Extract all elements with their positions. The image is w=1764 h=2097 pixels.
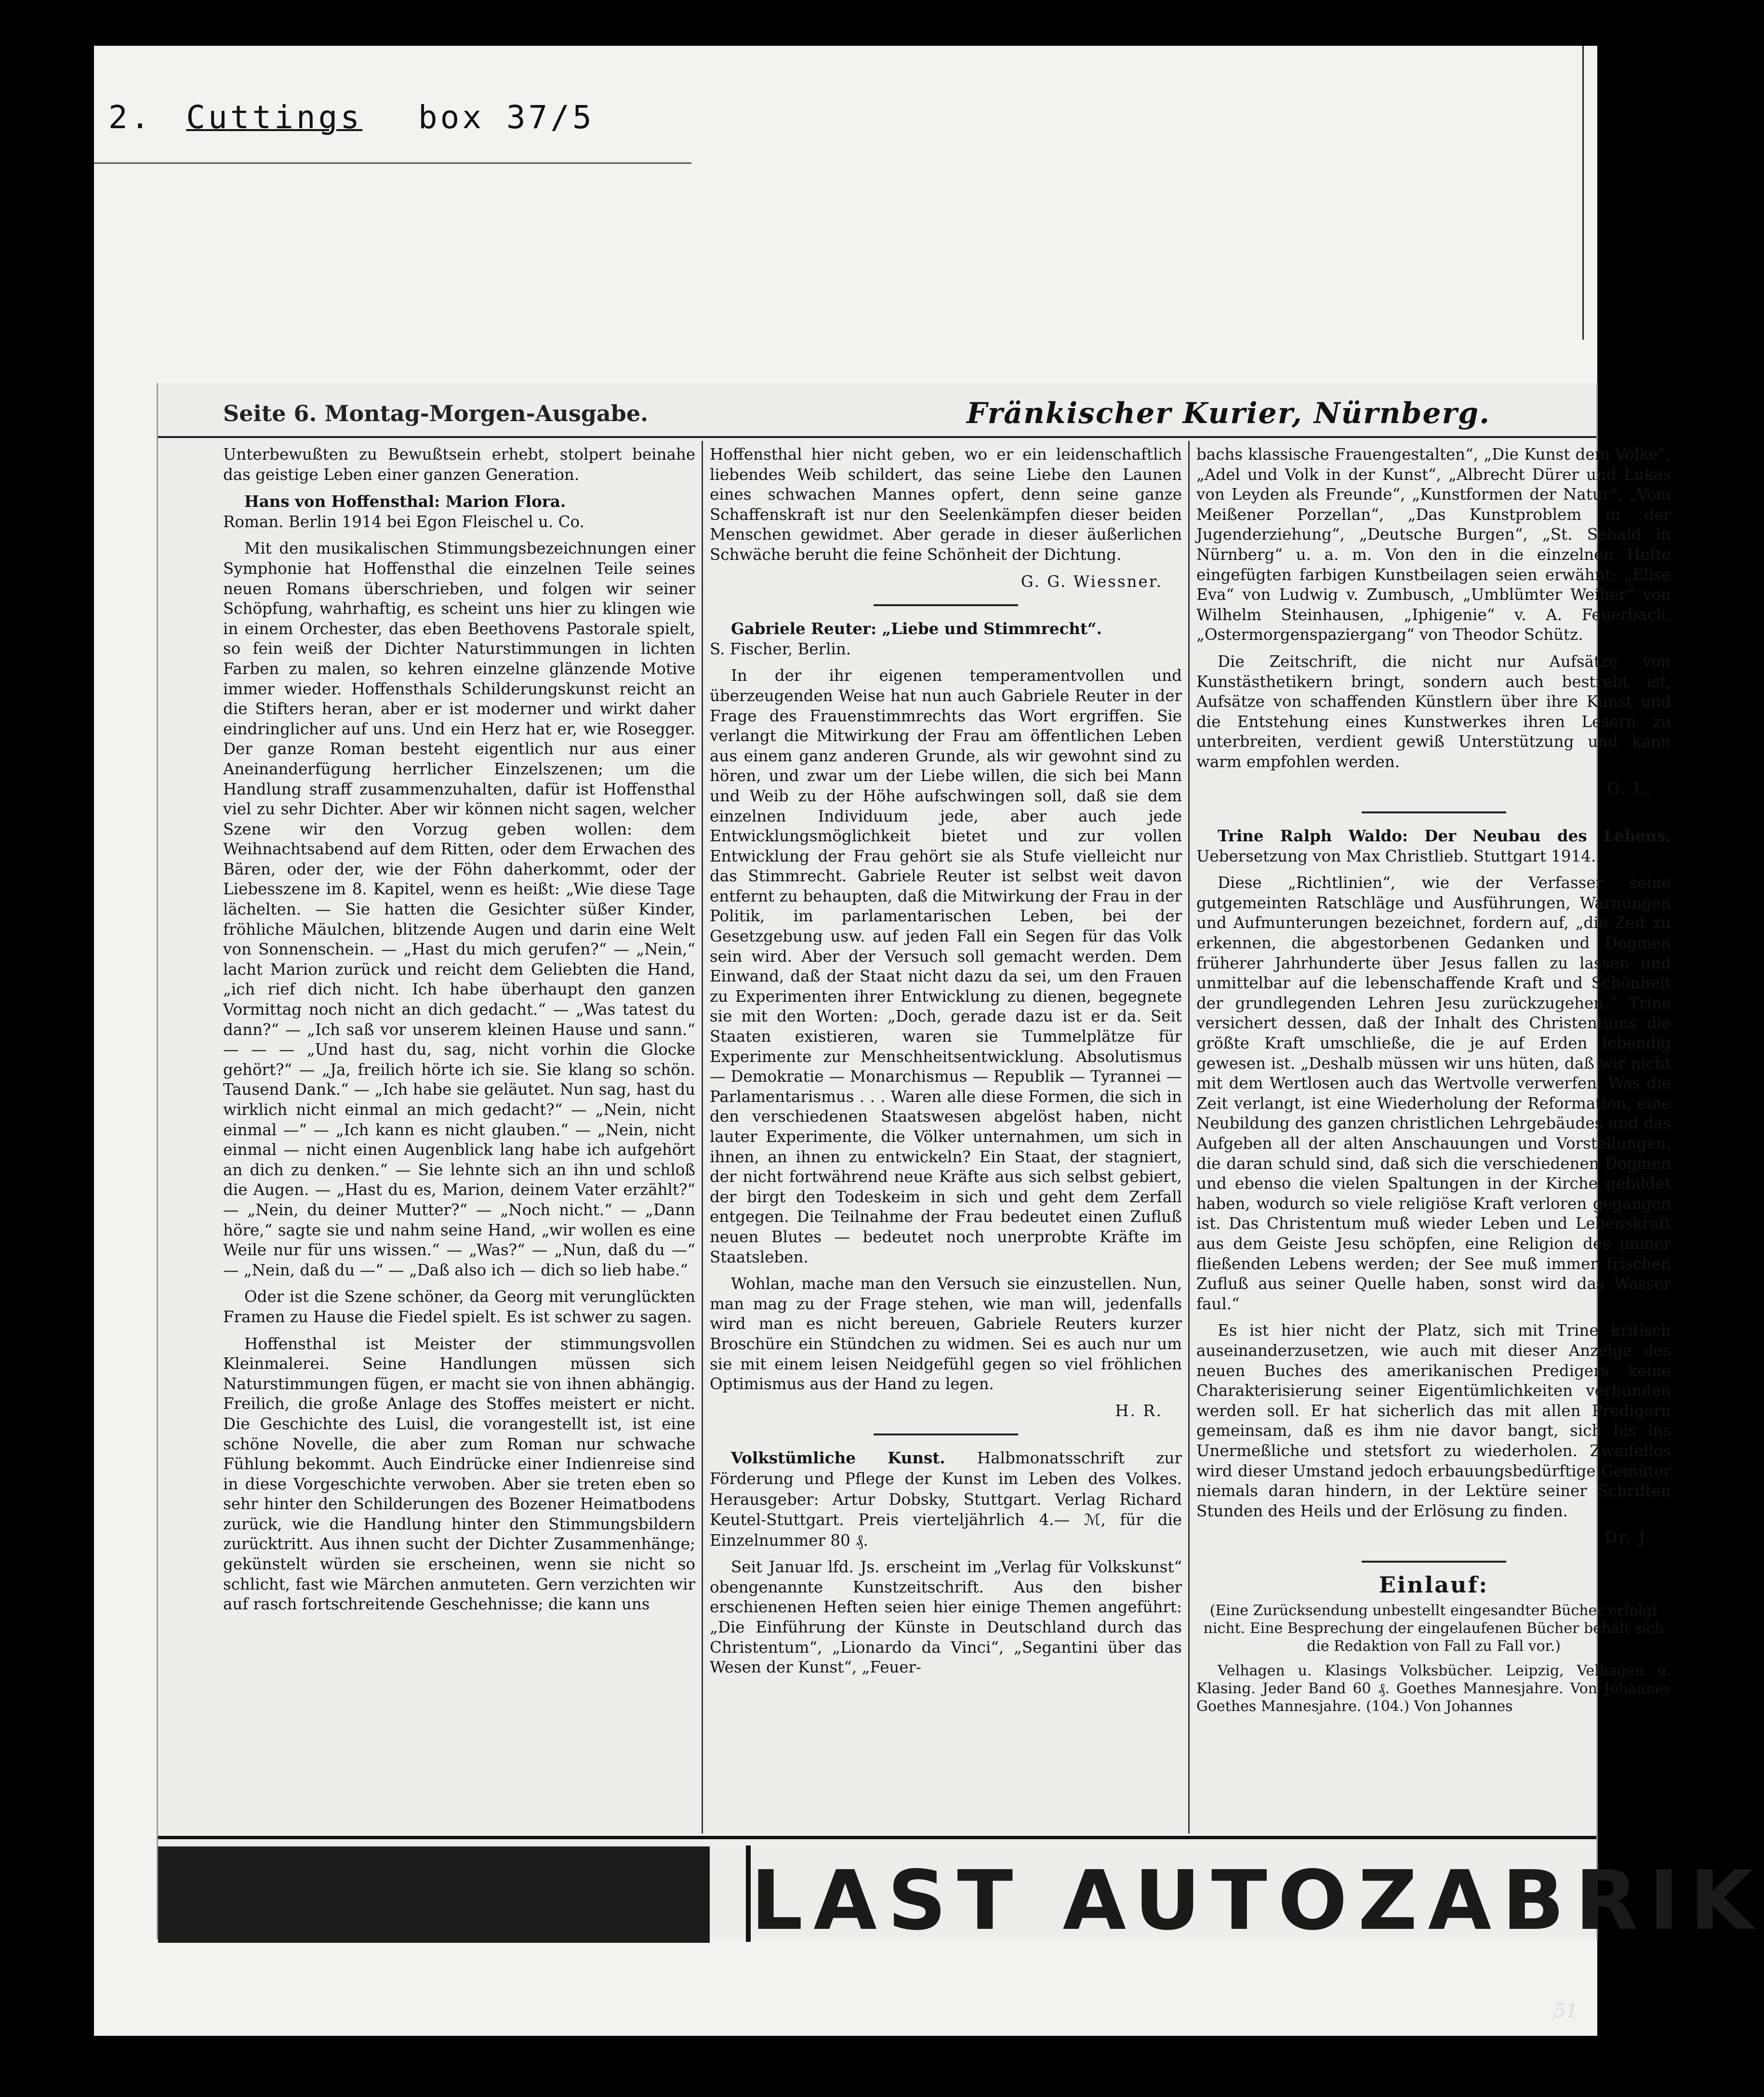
column-2: [710, 445, 1182, 1830]
review-paragraph: Die Zeitschrift, die nicht nur Aufsätze von Kunstästhetikern bringt, sondern auch bestrebt ist, Aufsätze von schaffenden Künstlern über ihre Kunst und die Entstehung eines Kunstwerkes ihren Lesern zu unterbreiten, verdient gewiß Unterstützung und kann warm empfohlen werden.: [1196, 652, 1671, 771]
review-paragraph: Mit den musikalischen Stimmungsbezeichnungen einer Symphonie hat Hoffensthal die einzelnen Teile seines neuen Romans überschrieben, und folgen wir seiner Schöpfung, wahrhaftig, es scheint uns hier zu klingen wie in einem Orchester, das eben Beethovens Pastorale spielt, so fein weiß der Dichter Naturstimmungen in lichten Farben zu malen, so kehren einzelne glänzende Motive immer wieder. Hoffensthals Schilderungskunst reicht an die Stifters heran, aber er ist moderner und wirkt daher eindringlicher auf uns. Und ein Herz hat er, wie Rosegger. Der ganze Roman besteht eigentlich nur aus einer Aneinanderfügung herrlicher Einzelszenen; um die Handlung straff zusammenzuhalten, dafür ist Hoffensthal viel zu sehr Dichter. Aber wir können nicht sagen, welcher Szene wir den Vorzug geben wollen: dem Weihnachtsabend auf dem Ritten, oder dem Erwachen des Bären, oder der, wie der Föhn daherkommt, oder der Liebesszene im 8. Kapitel, wenn es heißt: „Wie diese Tage lächelten. — Sie hatten die Gesichter süßer Kinder, fröhliche Mäulchen, blitzende Augen und darin eine Welt von Sonnenschein. — „Hast du mich gerufen?“ — „Nein,“ lacht Marion zurück und reicht dem Geliebten die Hand, „ich rief dich nicht. Ich habe überhaupt den ganzen Vormittag noch nicht an dich gedacht.“ — „Was tatest du dann?“ — „Ich saß vor unserem kleinen Hause und sann.“ — — — „Und hast du, sag, nicht vorhin die Glocke gehört?“ — „Ja, freilich hörte ich sie. Sie klang so schön. Tausend Dank.“ — „Ich habe sie geläutet. Nun sag, hast du wirklich nicht einmal an mich gedacht?“ — „Nein, nicht einmal —“ — „Ich kann es nicht glauben.“ — „Nein, nicht einmal — nicht einen Augenblick lang habe ich aufgehört an dich zu denken.“ — Sie lehnte sich an ihn und schloß die Augen. — „Hast du es, Marion, deinem Vater erzählt?“ — „Nein, du deiner Mutter?“ — „Noch nicht.“ — „Dann höre,“ sagte sie und nahm seine Hand, „wir wollen es eine Weile nur für uns wissen.“ — „Was?“ — „Nun, daß du —“ — „Nein, daß du —“ — „Daß also ich — dich so lieb habe.“: [223, 539, 695, 1279]
review-heading: [710, 619, 1182, 659]
review-signature: G. L.: [1607, 779, 1652, 798]
column-divider: [702, 441, 703, 1833]
review-publication: Roman. Berlin 1914 bei Egon Fleischel u. Co.: [223, 512, 584, 531]
masthead: [158, 383, 1596, 438]
review-signature: H. R.: [1115, 1401, 1163, 1420]
archive-sheet: [94, 46, 1764, 2036]
column-divider: [1188, 441, 1190, 1833]
clipping-footer: [158, 1836, 1764, 1949]
review-heading: [710, 1448, 1182, 1551]
review-publication: Uebersetzung von Max Christlieb. Stuttgart 1914.: [1196, 847, 1596, 865]
review-paragraph: Wohlan, mache man den Versuch sie einzustellen. Nun, man mag zu der Frage stehen, wie man will, jedenfalls wird man es nicht bereuen, Gabriele Reuters kurzer Broschüre ein Stündchen zu widmen. Sei es auch nur um sie mit einem leisen Neidgefühl gegen so viel fröhlichen Optimismus aus der Hand zu legen.: [710, 1274, 1182, 1394]
review-continuation: bachs klassische Frauengestalten“, „Die Kunst dem Volke“, „Adel und Volk in der Kunst“, „Albrecht Dürer und Lukas von Leyden als Freunde“, „Kunstformen der Natur“, „Vom Meißener Porzellan“, „Das Kunstproblem in der Jugenderziehung“, „Deutsche Burgen“, „St. Sebald in Nürnberg“ u. a. m. Von den in die einzelnen Hefte eingefügten farbigen Kunstbeilagen seien erwähnt: „Elise Eva“ von Ludwig v. Zumbusch, „Umblümter Weiher“ von Wilhelm Steinhausen, „Iphigenie“ v. A. Feuerbach, „Ostermorgenspaziergang“ von Theodor Schütz.: [1196, 445, 1671, 644]
review-paragraph: Es ist hier nicht der Platz, sich mit Trine kritisch auseinanderzusetzen, wie auch mit dieser Anzeige des neuen Buches des amerikanischen Predigers keine Charakterisierung seiner Eigentümlichkeiten verbunden werden soll. Er hat sicherlich das mit allen Predigern gemeinsam, daß es ihm nie davor bangt, sich bis ins Unermeßliche und stetsfort zu wiederholen. Zweifellos wird dieser Umstand jedoch erbauungsbedürftige Gemüter niemals daran hindern, in der Lektüre seiner Schriften Stunden des Heils und der Erlösung zu finden.: [1196, 1321, 1671, 1520]
review-paragraph: Hoffensthal ist Meister der stimmungsvollen Kleinmalerei. Seine Handlungen müssen sich Naturstimmungen fügen, er macht sie von ihnen abhängig. Freilich, die große Anlage des Stoffes meistert er nicht. Die Geschichte des Luisl, die vorangestellt ist, ist eine schöne Novelle, die aber zum Roman nur schwache Fühlung bekommt. Auch Eindrücke einer Indienreise sind in diese Vorgeschichte verwoben. Aber sie treten eben so sehr hinter den Schilderungen des Bozener Heimatbodens zurück, wie die Handlung hinter den Stimmungsbildern zurücktritt. Aus ihnen sucht der Dichter Zusammenhänge; gekünstelt würden sie erscheinen, wenn sie nicht so schlicht, fast wie Märchen anmuteten. Gern verzichten wir auf rasch fortschreitende Geschehnisse; die kann uns: [223, 1334, 695, 1614]
review-paragraph: Diese „Richtlinien“, wie der Verfasser seine gutgemeinten Ratschläge und Ausführungen, Warnungen und Aufmunterungen bezeichnet, fordern auf, „die Zeit zu erkennen, die abgestorbenen Gedanken und Dogmen früherer Jahrhunderte über Jesus fallen zu lassen und unmittelbar auf die lebenschaffende Kraft und Schönheit der grundlegenden Lehren Jesu zurückzugehen.“ Trine versichert dessen, daß der Inhalt des Christentums die größte Kraft umschließe, die je auf Erden lebendig gewesen ist. „Deshalb müssen wir uns hüten, daß wir nicht mit dem Wertlosen auch das Wertvolle verwerfen. Was die Zeit verlangt, ist eine Wiederholung der Reformation, eine Neubildung des ganzen christlichen Lehrgebäudes und das Aufgeben all der alten Anschauungen und Vorstellungen, die daran schuld sind, daß sich die verschiedenen Dogmen und ebenso die vielen Spaltungen in der Kirche gebildet haben, wodurch so viele religiöse Kraft verloren gegangen ist. Das Christentum muß wieder Leben und Lebenskraft aus dem Geiste Jesu schöpfen, eine Religion des immer fließenden Lebens werden; der See muß immer frischen Zufluß aus seiner Quelle haben, sonst wird das Wasser faul.“: [1196, 874, 1671, 1313]
einlauf-note: (Eine Zurücksendung unbestellt eingesandter Bücher erfolgt nicht. Eine Besprechung der eingelaufenen Bücher behält sich die Redaktion von Fall zu Fall vor.): [1203, 1602, 1664, 1655]
label-divider: [94, 162, 691, 164]
section-divider: [874, 604, 1018, 606]
dark-ad-fragment: [158, 1846, 710, 1943]
review-publication: S. Fischer, Berlin.: [710, 639, 851, 658]
review-title: Trine Ralph Waldo: Der Neubau des Lebens.: [1218, 826, 1671, 846]
archive-box: box 37/5: [418, 99, 595, 136]
review-heading: [223, 491, 695, 532]
review-publication: Halbmonatsschrift zur Förderung und Pflege der Kunst im Leben des Volkes. Herausgeber: Artur Dobsky, Stuttgart. Verlag Richard Keutel-Stuttgart. Preis vierteljährlich 4.— ℳ, für die Einzelnummer 80 ₰.: [710, 1449, 1182, 1550]
newspaper-title: Fränkischer Kurier, Nürnberg.: [967, 397, 1490, 430]
archive-label: [108, 99, 595, 136]
column-3: [1196, 445, 1671, 1830]
review-title: Gabriele Reuter: „Liebe und Stimmrecht“.: [731, 619, 1102, 638]
newspaper-clipping: [157, 383, 1764, 1949]
review-title: Hans von Hoffensthal: Marion Flora.: [244, 492, 566, 511]
review-continuation: Hoffensthal hier nicht geben, wo er ein leidenschaftlich liebendes Weib schildert, das seine Liebe den Launen eines schwachen Mannes opfert, denn seine ganze Schaffenskraft ist nur den Seelenkämpfen dieser beiden Menschen gewidmet. Aber gerade in dieser äußerlichen Schwäche beruht die feine Schönheit der Dichtung.: [710, 445, 1182, 564]
corner-mark: 51: [1553, 2000, 1578, 2022]
review-paragraph: Oder ist die Szene schöner, da Georg mit verunglückten Framen zu Hause die Fiedel spielt. Es ist schwer zu sagen.: [223, 1287, 695, 1326]
review-heading: [1196, 826, 1671, 866]
section-divider: [874, 1433, 1018, 1435]
review-paragraph: In der ihr eigenen temperamentvollen und überzeugenden Weise hat nun auch Gabriele Reuter in der Frage des Frauenstimmrechts das Wort ergriffen. Sie verlangt die Mitwirkung der Frau am öffentlichen Leben aus einem ganz anderen Grunde, als wir gewohnt sind zu hören, und zwar um der Liebe willen, die sich bei Mann und Weib zu der Höhe aufschwingen soll, daß sie dem einzelnen Individuum jede, aber auch jede Entwicklungsmöglichkeit bietet und zur vollen Entwicklung der Frau gehört sie als Stufe vielleicht nur das Stimmrecht. Gabriele Reuter ist selbst weit davon entfernt zu behaupten, daß die Mitwirkung der Frau in der Politik, im parlamentarischen Leben, bei der Gesetzgebung usw. auf jeden Fall ein Segen für das Volk sein wird. Aber der Versuch soll gemacht werden. Dem Einwand, daß der Staat nicht dazu da sei, um den Frauen zu Experimenten ihrer Entwicklung zu dienen, begegnete sie mit den Worten: „Doch, gerade dazu ist er da. Seit Staaten existieren, waren sie Tummelplätze für Experimente zur Menschheitsentwicklung. Absolutismus — Demokratie — Monarchismus — Republik — Tyrannei — Parlamentarismus . . . Waren alle diese Formen, die sich in den verschiedenen Staatswesen abgelöst haben, nicht lauter Experimente, die Völker unternahmen, um sich in ihnen, an ihnen zu entwickeln? Ein Staat, der stagniert, der nicht fortwährend neue Kräfte aus sich selbst gebiert, der birgt den Todeskeim in sich und geht dem Zerfall entgegen. Die Teilnahme der Frau bedeutet einen Zufluß neuen Blutes — bedeutet noch unerprobte Kräfte im Staatsleben.: [710, 666, 1182, 1266]
einlauf-entry: Velhagen u. Klasings Volksbücher. Leipzig, Velhagen u. Klasing. Jeder Band 60 ₰. Goethes Mannesjahre. Von Johannes Goethes Mannesjahre. (104.) Von Johannes: [1196, 1662, 1671, 1715]
archive-number: 2.: [108, 99, 153, 136]
section-divider: [1362, 1561, 1506, 1563]
section-divider: [1362, 811, 1506, 813]
footer-rule: [158, 1836, 1596, 1839]
sheet-fold: [1582, 46, 1597, 340]
einlauf-heading: Einlauf:: [1379, 1571, 1489, 1598]
archive-category: Cuttings: [186, 99, 363, 136]
review-signature: G. G. Wiessner.: [1021, 572, 1163, 591]
lead-text: Unterbewußten zu Bewußtsein erhebt, stolpert beinahe das geistige Leben einer ganzen Generation.: [223, 445, 695, 484]
review-paragraph: Seit Januar lfd. Js. erscheint im „Verlag für Volkskunst“ obengenannte Kunstzeitschrift. Aus den bisher erschienenen Heften seien hier einige Themen angeführt: „Die Einführung der Künste in Deutschland durch das Christentum“, „Lionardo da Vinci“, „Segantini über das Wesen der Kunst“, „Feuer-: [710, 1558, 1182, 1677]
column-1: [223, 445, 695, 1830]
page-edition: Seite 6. Montag-Morgen-Ausgabe.: [223, 400, 649, 426]
review-signature: Dr. J.: [1605, 1528, 1652, 1547]
review-title: Volkstümliche Kunst.: [731, 1448, 945, 1468]
advertisement-banner: LAST AUTOZABRIK: [746, 1845, 1570, 1942]
